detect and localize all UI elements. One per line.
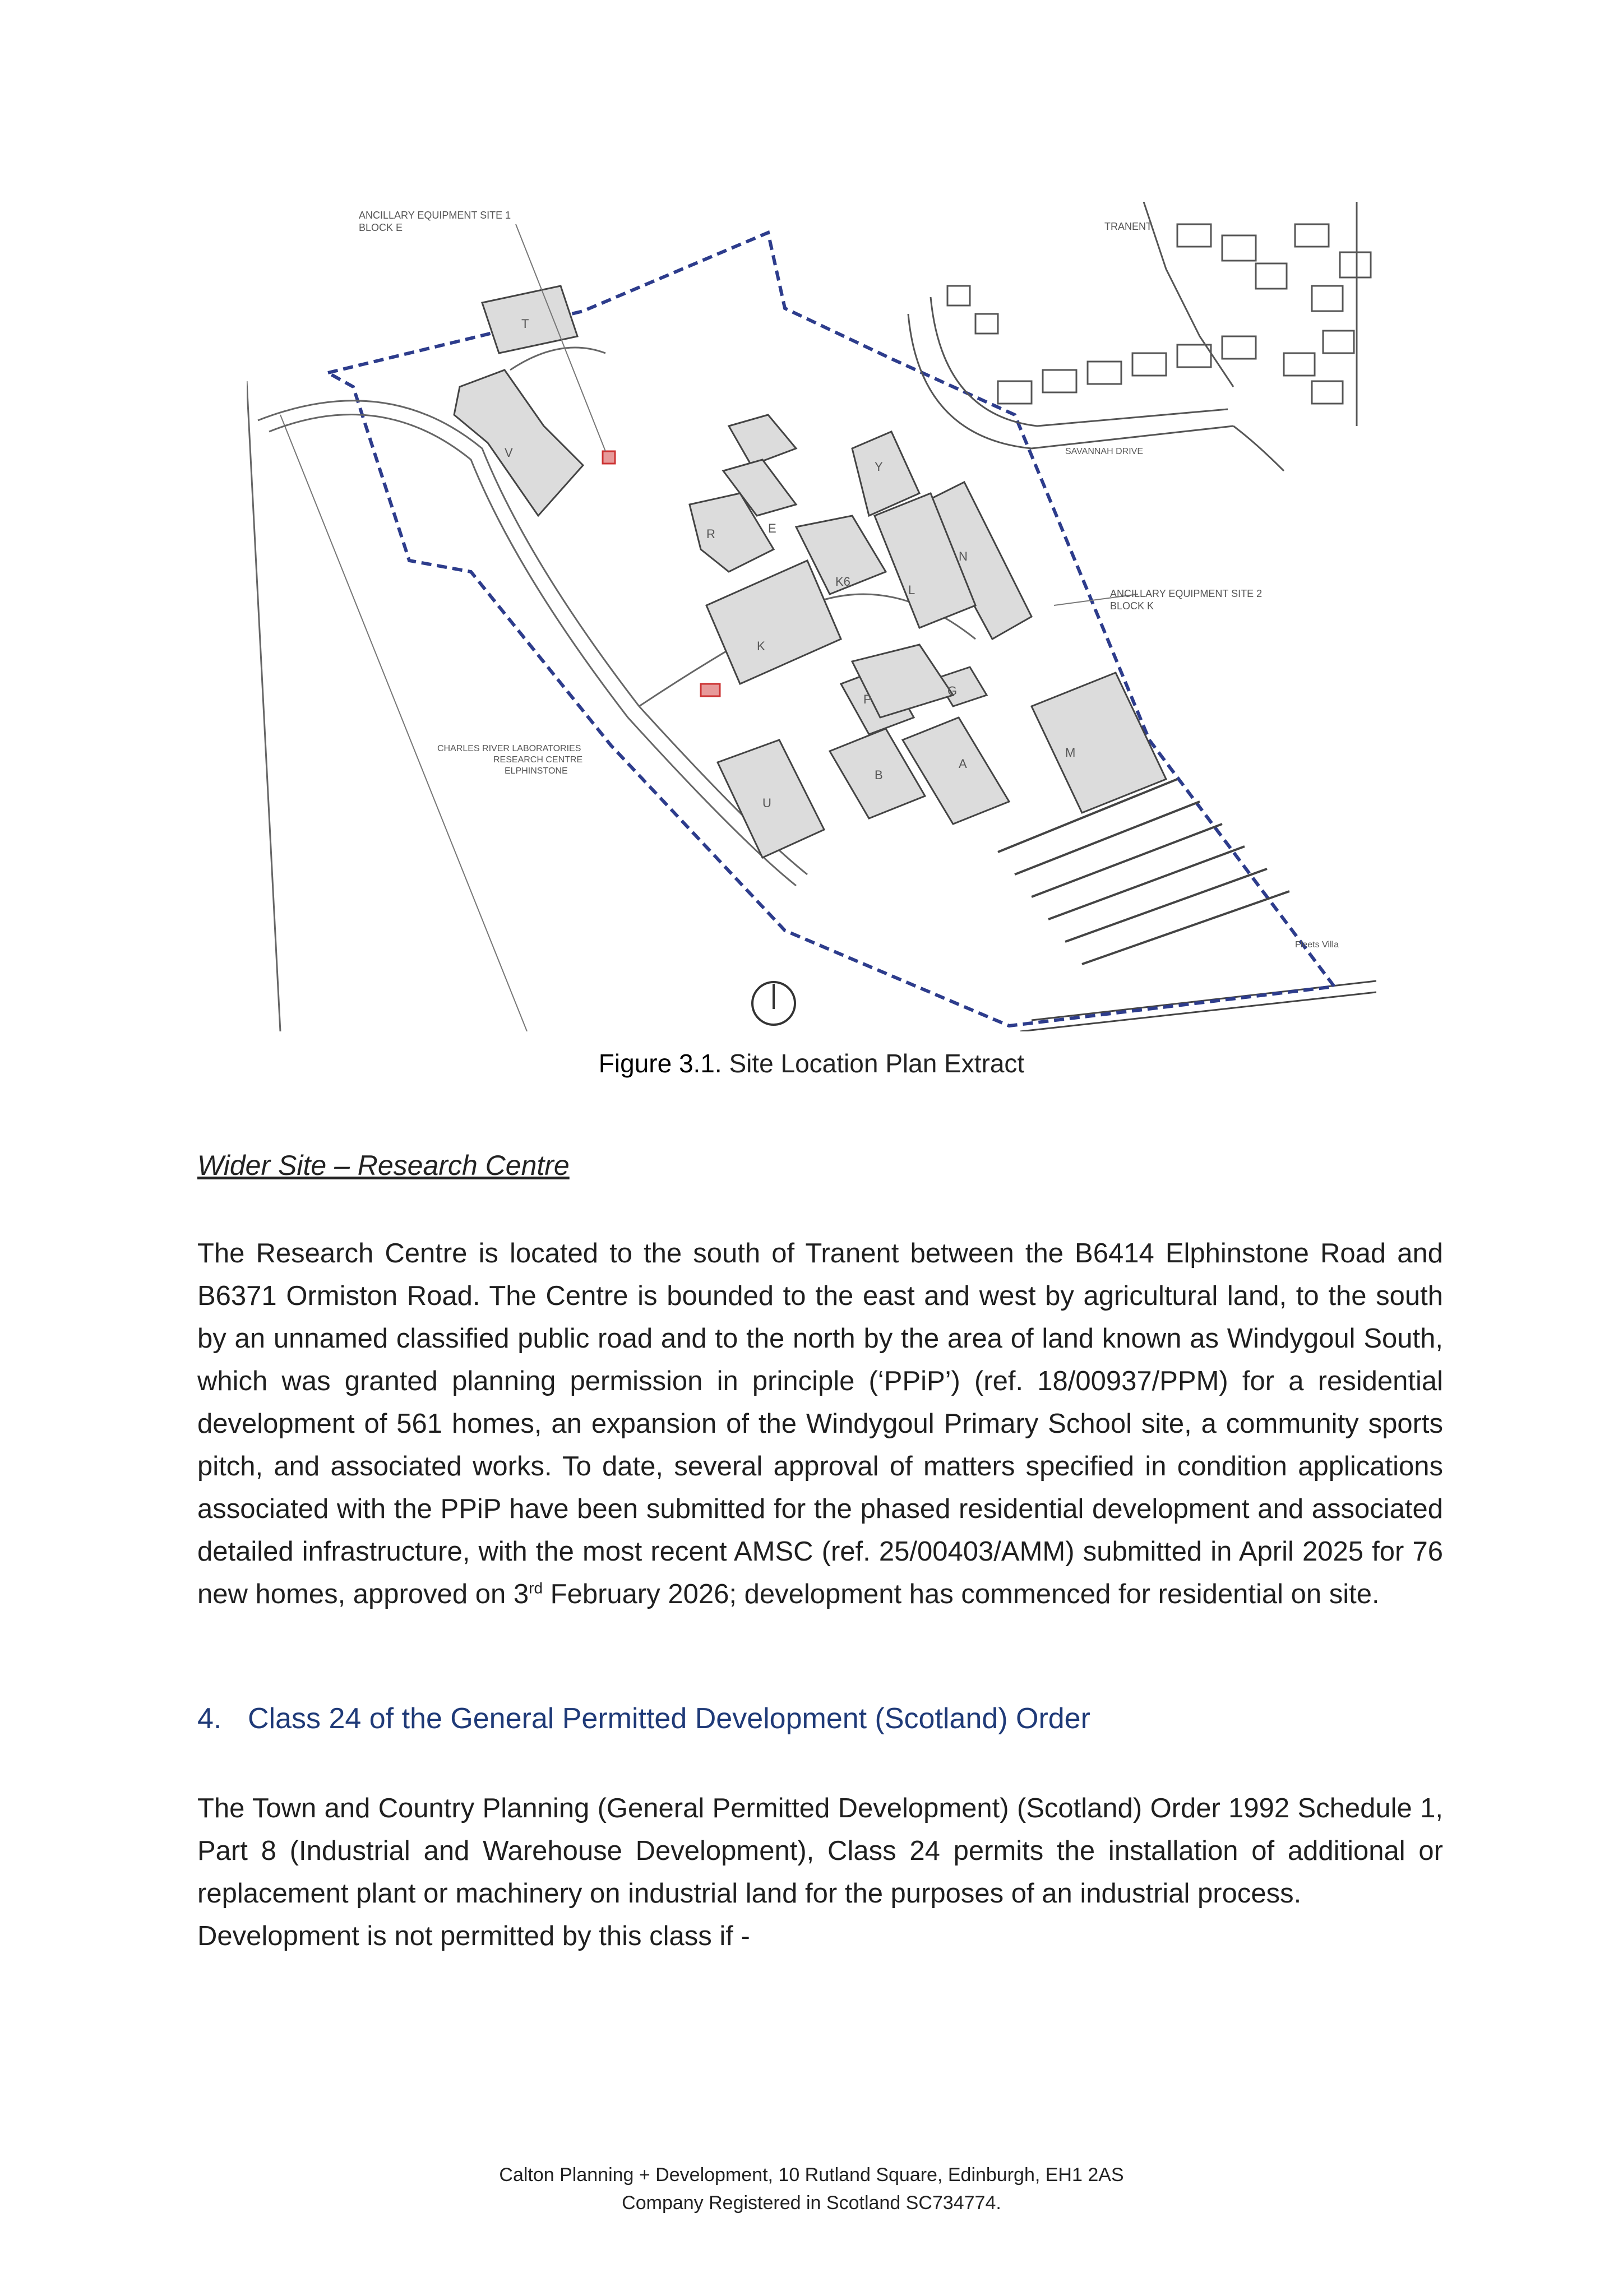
tranent-housing [908,202,1371,471]
label-crl-1: CHARLES RIVER LABORATORIES [437,744,581,753]
block-label: R [706,527,715,541]
footer-address: Calton Planning + Development, 10 Rutland Square, Edinburgh, EH1 2AS [499,2164,1124,2186]
footer-registration: Company Registered in Scotland SC734774. [622,2192,1001,2214]
block-label: T [521,317,529,331]
block-label: L [908,583,915,597]
site-location-plan [247,202,1376,1031]
block-label: V [505,446,513,460]
road-line [280,415,527,1031]
section-subheading: Wider Site – Research Centre [197,1150,570,1181]
section-title: Class 24 of the General Permitted Development (Scotland) Order [248,1702,1090,1735]
road-line [1020,992,1376,1031]
figure-caption [0,1048,1623,1078]
block-label: N [959,549,968,563]
block-label: B [875,768,883,782]
label-ancillary-1-block: BLOCK E [359,222,403,233]
label-ancillary-2: ANCILLARY EQUIPMENT SITE 2 [1110,588,1263,599]
glasshouses [998,779,1289,964]
block-label: P [863,692,872,706]
label-savannah-drive: SAVANNAH DRIVE [1065,447,1143,456]
block-label: A [959,757,967,771]
paragraph-text: The Research Centre is located to the south of Tranent between the B6414 Elphinstone Road and B6371 Ormiston Road. The Centre is bounded to the east and west by agricultural land, to the south by an unnamed classified public road and to the north by the area of land known as Windygoul South, which was granted planning permission in principle (‘PPiP’) (ref. 18/00937/PPM) for a residential development of 561 homes, an expansion of the Windygoul Primary School site, a community sports pitch, and associated works. To date, several approval of matters specified in condition applications associated with the PPiP have been submitted for the phased residential development and associated detailed infrastructure, with the most recent AMSC (ref. 25/00403/AMM) submitted in April 2025 for 76 new homes, approved on 3 [197,1238,1443,1609]
block-label: G [947,684,958,698]
ordinal-superscript: rd [529,1579,543,1597]
site-plan-drawing [247,202,1376,1031]
figure-caption-text: Site Location Plan Extract [729,1049,1025,1078]
label-crl-3: ELPHINSTONE [505,766,568,776]
label-crl-2: RESEARCH CENTRE [493,755,583,765]
block-label: U [762,796,771,810]
label-tranent: TRANENT [1104,221,1152,232]
road-line [247,381,280,1031]
paragraph-text-tail: February 2026; development has commenced for residential on site. [543,1579,1380,1609]
block-label: K [757,639,765,653]
label-ancillary-1: ANCILLARY EQUIPMENT SITE 1 [359,210,511,221]
block-label: E [768,521,776,535]
paragraph-not-permitted: Development is not permitted by this class if - [197,1921,750,1951]
label-ancillary-2-block: BLOCK K [1110,600,1154,612]
equipment-site-1-marker [603,451,615,464]
section-heading [197,1702,1090,1735]
label-fleets-villa: Fleets Villa [1295,940,1339,950]
equipment-site-2-marker [701,684,720,696]
section-number: 4. [197,1702,222,1735]
block-label: K6 [835,575,850,589]
paragraph-class-24: The Town and Country Planning (General Permitted Development) (Scotland) Order 1992 Schedule 1, Part 8 (Industrial and Warehouse Development), Class 24 permits the installation of additional or replacement plant or machinery on industrial land for the purposes of an industrial process. [197,1793,1443,1909]
block-label: Y [875,460,883,474]
page-footer [0,2161,1623,2217]
paragraph-research-centre [197,1232,1443,1615]
figure-label: Figure 3.1. [598,1049,722,1078]
block-label: M [1065,746,1076,760]
